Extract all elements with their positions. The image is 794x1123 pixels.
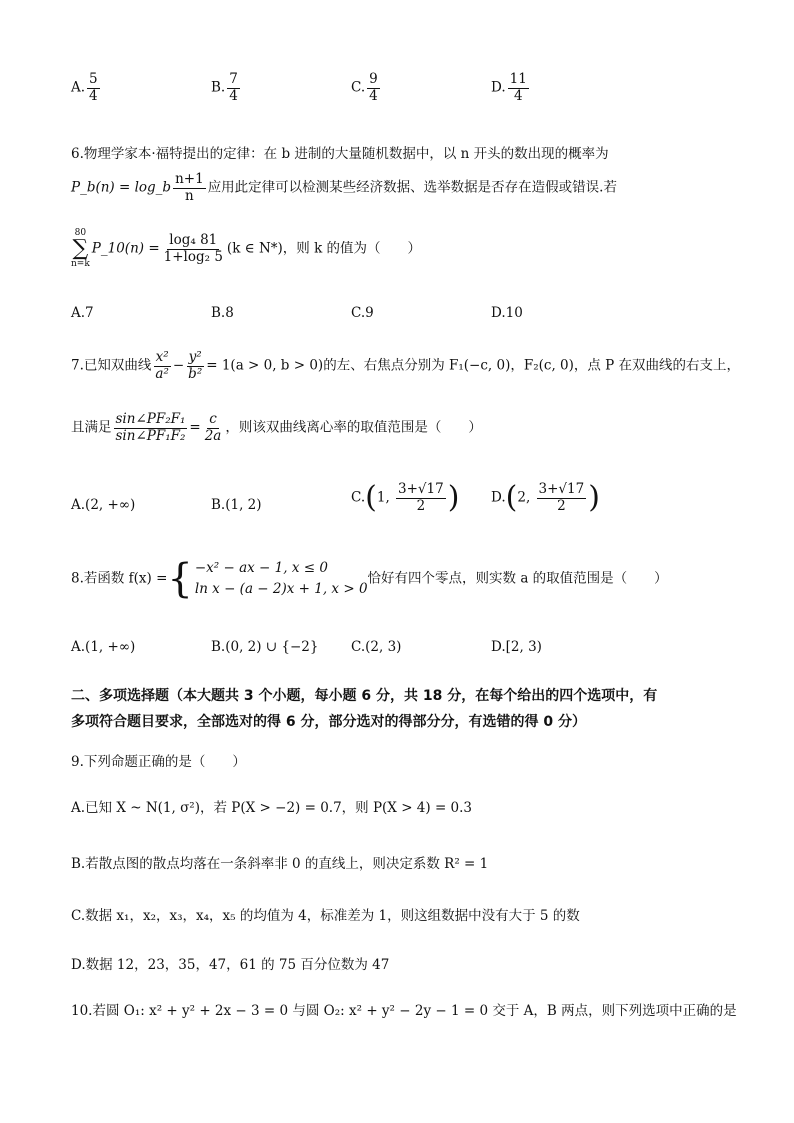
q6-option-d[interactable]: D.10 xyxy=(491,305,523,321)
q6-stem-line3: 80 ∑ n=k P_10(n) = $\frac{\text{log₄ 81}}{\text{1+log₂ 5}}$ (k ∈ N*)，则 k 的值为（ ） xyxy=(71,228,422,269)
q8-option-c[interactable]: C.(2, 3) xyxy=(351,639,402,655)
q7-option-c[interactable]: C.(1, $\frac{3+√17}{2}$ ) xyxy=(351,480,460,516)
q9-option-b[interactable]: B.若散点图的散点均落在一条斜率非 0 的直线上，则决定系数 R² = 1 xyxy=(71,856,489,872)
q5-option-b[interactable]: B. $\frac{7}{4}$ xyxy=(211,71,238,104)
q7-option-b[interactable]: B.(1, 2) xyxy=(211,497,262,513)
q8-stem: 8.若函数 f(x) = { −x² − ax − 1, x ≤ 0 ln x − (a − 2)x + 1, x > 0 恰好有四个零点，则实数 a 的取值范围是（ ） xyxy=(71,555,668,602)
q8-option-b[interactable]: B.(0, 2) ∪ {−2} xyxy=(211,639,319,655)
section2-heading-line2: 多项符合题目要求，全部选对的得 6 分，部分选对的得部分分，有选错的得 0 分） xyxy=(71,714,586,730)
q7-stem-line1: 7.已知双曲线 $\frac{\text{x²}}{\text{a²}}$ − $\frac{\text{y²}}{\text{b²}}$ = 1(a > 0, b > 0)的左、右焦点分别为 F₁(−c, 0)，F₂(c, 0)，点 P 在双曲线的右支上， xyxy=(71,349,741,382)
q9-option-d[interactable]: D.数据 12，23，35，47，61 的 75 百分位数为 47 xyxy=(71,957,390,973)
q10-stem: 10.若圆 O₁: x² + y² + 2x − 3 = 0 与圆 O₂: x² + y² − 2y − 1 = 0 交于 A，B 两点，则下列选项中正确的是 xyxy=(71,1003,737,1019)
q7-option-d[interactable]: D.(2, $\frac{3+√17}{2}$ ) xyxy=(491,480,600,516)
sum-symbol: 80 ∑ n=k xyxy=(71,228,90,269)
q6-option-c[interactable]: C.9 xyxy=(351,305,374,321)
q6-stem-line1: 6.物理学家本·福特提出的定律：在 b 进制的大量随机数据中，以 n 开头的数出现的概率为 xyxy=(71,146,609,162)
q5-option-a[interactable]: A. $\frac{5}{4}$ xyxy=(71,71,98,104)
q6-stem-line2: P_b(n) = log_b $\frac{n+1}{n}$ 应用此定律可以检测某些经济数据、选举数据是否存在造假或错误.若 xyxy=(71,171,617,204)
q7-stem-line2: 且满足 $\frac{\text{sin∠PF₂F₁}}{\text{sin∠PF₁F₂}}$ = $\frac{c}{2a}$ ，则该双曲线离心率的取值范围是（ ） xyxy=(71,411,482,444)
q5-option-c[interactable]: C. $\frac{9}{4}$ xyxy=(351,71,378,104)
q8-option-d[interactable]: D.[2, 3) xyxy=(491,639,542,655)
q9-option-a[interactable]: A.已知 X ~ N(1, σ²)，若 P(X > −2) = 0.7，则 P(X > 4) = 0.3 xyxy=(71,800,473,816)
q8-option-a[interactable]: A.(1, +∞) xyxy=(71,639,136,655)
q5-option-d[interactable]: D. $\frac{11}{4}$ xyxy=(491,71,527,104)
section2-heading-line1: 二、多项选择题（本大题共 3 个小题，每小题 6 分，共 18 分，在每个给出的四个选项中，有 xyxy=(71,688,658,704)
q9-option-c[interactable]: C.数据 x₁，x₂，x₃，x₄，x₅ 的均值为 4，标准差为 1，则这组数据中没有大于 5 的数 xyxy=(71,908,580,924)
q9-stem: 9.下列命题正确的是（ ） xyxy=(71,754,246,770)
q7-option-a[interactable]: A.(2, +∞) xyxy=(71,497,136,513)
q6-option-b[interactable]: B.8 xyxy=(211,305,234,321)
q6-option-a[interactable]: A.7 xyxy=(71,305,94,321)
